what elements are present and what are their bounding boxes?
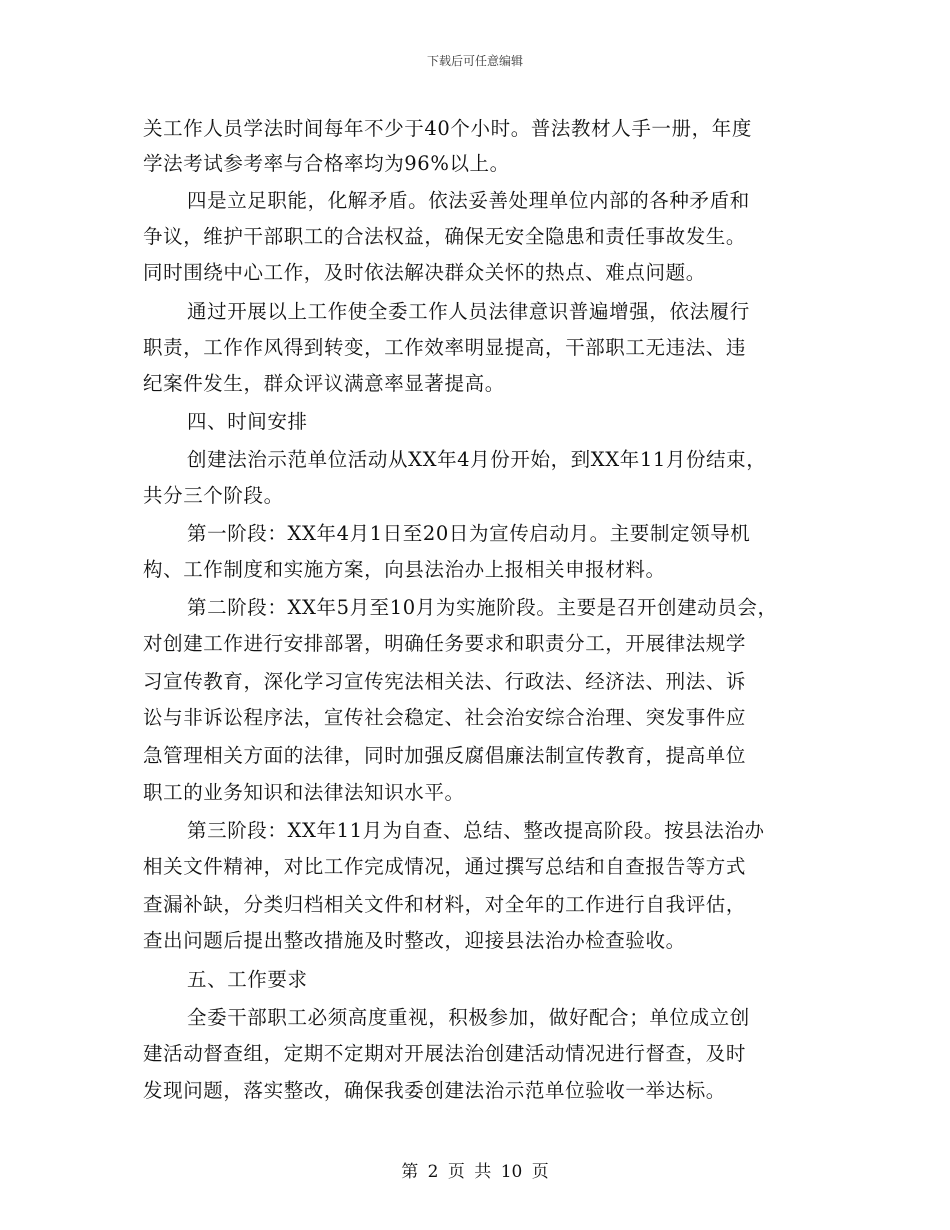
page-footer: 第 2 页 共 10 页 — [401, 1162, 549, 1182]
body-line: 共分三个阶段。 — [143, 484, 284, 507]
body-line: 查漏补缺，分类归档相关文件和材料，对全年的工作进行自我评估， — [143, 893, 747, 916]
body-line: 第一阶段：XX年4月1日至20日为宣传启动月。主要制定领导机 — [187, 522, 751, 545]
body-line: 讼与非诉讼程序法，宣传社会稳定、社会治安综合治理、突发事件应 — [143, 706, 747, 729]
body-line: 通过开展以上工作使全委工作人员法律意识普遍增强，依法履行 — [187, 300, 750, 323]
body-line: 建活动督查组，定期不定期对开展法治创建活动情况进行督查，及时 — [143, 1042, 747, 1065]
page-header: 下载后可任意编辑 — [426, 54, 523, 68]
body-line: 职工的业务知识和法律法知识水平。 — [143, 781, 465, 804]
body-line: 职责，工作作风得到转变，工作效率明显提高，干部职工无违法、违 — [143, 336, 747, 359]
body-line: 争议，维护干部职工的合法权益，确保无安全隐患和责任事故发生。 — [143, 225, 747, 248]
section-heading: 四、时间安排 — [187, 410, 308, 433]
body-line: 相关文件精神，对比工作完成情况，通过撰写总结和自查报告等方式 — [143, 855, 747, 878]
section-heading: 五、工作要求 — [187, 968, 308, 991]
body-line: 创建法治示范单位活动从XX年4月份开始，到XX年11月份结束， — [187, 448, 767, 471]
body-line: 发现问题，落实整改，确保我委创建法治示范单位验收一举达标。 — [143, 1079, 726, 1102]
body-line: 急管理相关方面的法律，同时加强反腐倡廉法制宣传教育，提高单位 — [143, 744, 747, 767]
body-line: 关工作人员学法时间每年不少于40个小时。普法教材人手一册，年度 — [143, 117, 752, 140]
body-line: 四是立足职能，化解矛盾。依法妥善处理单位内部的各种矛盾和 — [187, 189, 750, 212]
body-line: 纪案件发生，群众评议满意率显著提高。 — [143, 372, 505, 395]
body-line: 构、工作制度和实施方案，向县法治办上报相关申报材料。 — [143, 558, 666, 581]
body-line: 学法考试参考率与合格率均为96%以上。 — [143, 152, 510, 175]
body-line: 对创建工作进行安排部署，明确任务要求和职责分工，开展律法规学 — [143, 632, 747, 655]
body-line: 第三阶段：XX年11月为自查、总结、整改提高阶段。按县法治办 — [187, 819, 765, 842]
body-line: 同时围绕中心工作，及时依法解决群众关怀的热点、难点问题。 — [143, 261, 706, 284]
body-line: 查出问题后提出整改措施及时整改，迎接县法治办检查验收。 — [143, 929, 686, 952]
body-line: 第二阶段：XX年5月至10月为实施阶段。主要是召开创建动员会， — [187, 596, 778, 619]
body-line: 全委干部职工必须高度重视，积极参加，做好配合；单位成立创 — [187, 1006, 750, 1029]
body-line: 习宣传教育，深化学习宣传宪法相关法、行政法、经济法、刑法、诉 — [143, 670, 747, 693]
